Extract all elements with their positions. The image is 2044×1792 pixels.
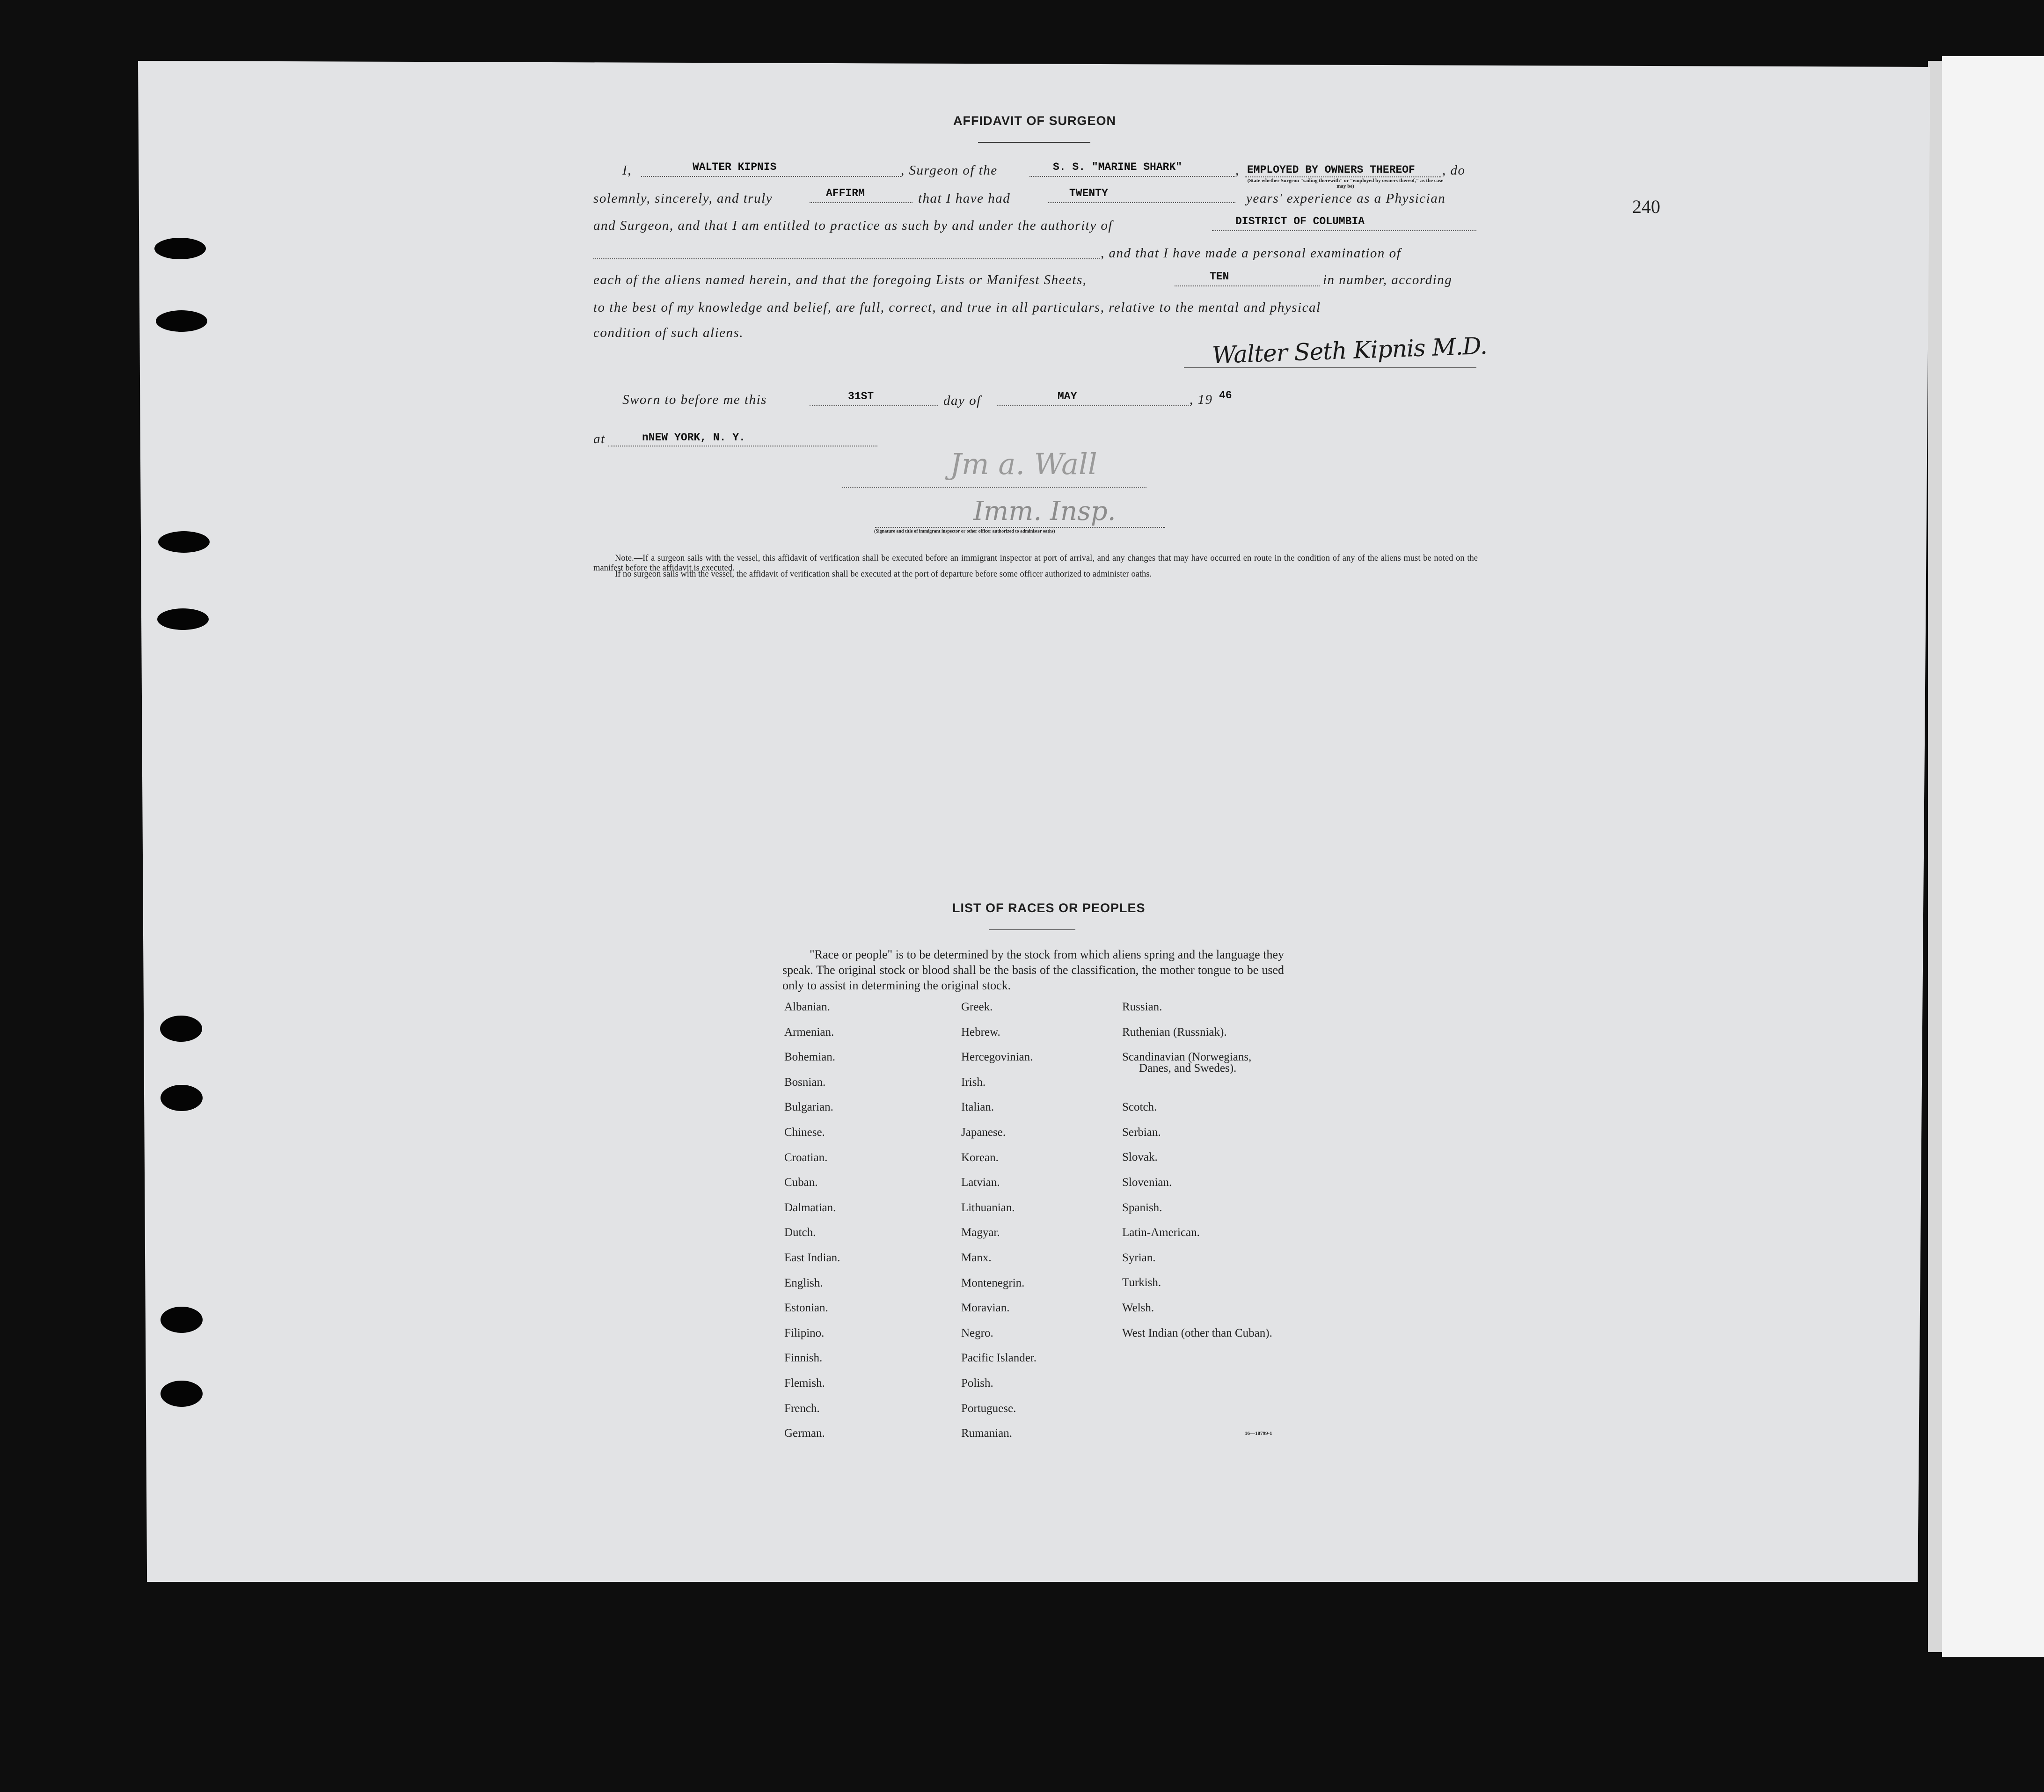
race-entry: Lithuanian. bbox=[961, 1201, 1015, 1214]
fill-line-employment bbox=[1245, 176, 1441, 177]
race-entry: Chinese. bbox=[784, 1126, 825, 1139]
signature-line bbox=[1184, 367, 1476, 368]
fill-line-years bbox=[1048, 202, 1235, 203]
race-entry: English. bbox=[784, 1276, 823, 1289]
inspector-signature: Jm a. Wall bbox=[950, 447, 1097, 481]
fill-line-sheets bbox=[1175, 285, 1320, 286]
race-entry: Cuban. bbox=[784, 1176, 818, 1189]
binder-hole bbox=[156, 310, 207, 332]
race-entry: Italian. bbox=[961, 1101, 994, 1114]
race-entry: Bulgarian. bbox=[784, 1101, 833, 1114]
surgeon-signature: Walter Seth Kipnis M.D. bbox=[1212, 332, 1488, 369]
race-entry: Magyar. bbox=[961, 1226, 1000, 1239]
text-comma: , bbox=[1235, 163, 1240, 178]
race-entry: Portuguese. bbox=[961, 1402, 1016, 1415]
binder-hole bbox=[160, 1016, 202, 1042]
race-entry: Syrian. bbox=[1122, 1251, 1156, 1264]
race-entry: Croatian. bbox=[784, 1151, 828, 1164]
race-entry: Dalmatian. bbox=[784, 1201, 836, 1214]
text-experience: years' experience as a Physician bbox=[1246, 191, 1446, 206]
surgeon-name: WALTER KIPNIS bbox=[693, 161, 777, 173]
fill-line-ship bbox=[1029, 176, 1235, 177]
text-at: at bbox=[593, 432, 606, 446]
binder-hole bbox=[157, 608, 209, 630]
binder-hole bbox=[158, 531, 210, 553]
text-condition: condition of such aliens. bbox=[593, 325, 744, 340]
race-entry: French. bbox=[784, 1402, 820, 1415]
form-code: 16—18799-1 bbox=[1245, 1431, 1272, 1436]
affirm-value: AFFIRM bbox=[826, 187, 865, 199]
binder-hole bbox=[154, 238, 206, 259]
race-entry: Serbian. bbox=[1122, 1126, 1161, 1139]
race-entry: Montenegrin. bbox=[961, 1276, 1025, 1289]
race-entry: Slovenian. bbox=[1122, 1176, 1172, 1189]
races-title-underline bbox=[989, 929, 1075, 930]
fill-line-authority bbox=[1212, 230, 1476, 231]
race-entry: Latin-American. bbox=[1122, 1226, 1200, 1239]
fill-line-month bbox=[997, 405, 1189, 406]
sworn-year: 46 bbox=[1219, 389, 1232, 402]
race-entry: Dutch. bbox=[784, 1226, 816, 1239]
text-authority: and Surgeon, and that I am entitled to practice as such by and under the authority of bbox=[593, 218, 1113, 233]
race-entry: Bohemian. bbox=[784, 1051, 836, 1064]
race-entry: Turkish. bbox=[1122, 1276, 1161, 1289]
race-entry: Welsh. bbox=[1122, 1301, 1154, 1314]
races-column-3 bbox=[1122, 1002, 1281, 1353]
race-entry: Armenian. bbox=[784, 1025, 834, 1039]
races-title: LIST OF RACES OR PEOPLES bbox=[952, 901, 1146, 915]
text-year-prefix: , 19 bbox=[1190, 392, 1213, 407]
race-entry: Filipino. bbox=[784, 1326, 825, 1339]
race-entry: Estonian. bbox=[784, 1302, 828, 1315]
text-manifest: each of the aliens named herein, and that the foregoing Lists or Manifest Sheets, bbox=[593, 272, 1087, 287]
inspector-signature-line bbox=[842, 487, 1146, 488]
title-underline bbox=[978, 142, 1090, 143]
race-entry: Ruthenian (Russniak). bbox=[1122, 1025, 1227, 1039]
race-entry: Flemish. bbox=[784, 1376, 825, 1390]
page-number: 240 bbox=[1632, 196, 1660, 217]
text-surgeon-of: , Surgeon of the bbox=[901, 163, 998, 178]
text-examination: , and that I have made a personal examination of bbox=[1101, 246, 1402, 261]
sworn-place: nNEW YORK, N. Y. bbox=[642, 432, 745, 444]
fill-line-blank bbox=[593, 258, 1100, 259]
inspector-caption: (Signature and title of immigrant inspector or other officer authorized to administer oaths) bbox=[874, 529, 1055, 534]
race-entry: Irish. bbox=[961, 1075, 986, 1089]
race-entry: Pacific Islander. bbox=[961, 1352, 1037, 1365]
authority-value: DISTRICT OF COLUMBIA bbox=[1235, 215, 1365, 227]
race-entry: Latvian. bbox=[961, 1176, 1000, 1189]
race-entry: West Indian (other than Cuban). bbox=[1122, 1326, 1272, 1339]
years-value: TWENTY bbox=[1069, 187, 1108, 199]
text-sworn: Sworn to before me this bbox=[622, 392, 767, 407]
race-entry: Polish. bbox=[961, 1376, 993, 1390]
race-entry: Manx. bbox=[961, 1251, 992, 1264]
inspector-title-line bbox=[875, 527, 1165, 528]
race-entry: Hercegovinian. bbox=[961, 1051, 1033, 1064]
binder-hole bbox=[161, 1381, 203, 1407]
film-edge bbox=[1942, 56, 2044, 1657]
race-entry: Slovak. bbox=[1122, 1151, 1158, 1164]
race-entry: Hebrew. bbox=[961, 1025, 1000, 1039]
race-entry: Finnish. bbox=[784, 1352, 823, 1365]
race-entry: Russian. bbox=[1122, 1001, 1162, 1013]
text-in-number: in number, according bbox=[1323, 272, 1453, 287]
inspector-title: Imm. Insp. bbox=[973, 496, 1116, 527]
text-knowledge: to the best of my knowledge and belief, are full, correct, and true in all particulars, relative to the mental and physical bbox=[593, 300, 1321, 315]
note-surgeon-sails: Note.—If a surgeon sails with the vessel, this affidavit of verification shall be executed before an immigrant inspector at port of arrival, and any changes that may have occurred en route in the condition of any of the aliens must be noted on the manifest before the affidavit is executed. bbox=[593, 554, 1478, 573]
fill-line-affirm bbox=[810, 202, 912, 203]
sworn-month: MAY bbox=[1058, 390, 1077, 402]
races-column-2 bbox=[961, 1002, 1116, 1453]
race-entry: Bosnian. bbox=[784, 1075, 826, 1089]
race-entry: Greek. bbox=[961, 1001, 993, 1013]
race-entry: Albanian. bbox=[784, 1001, 830, 1013]
race-entry: Japanese. bbox=[961, 1126, 1006, 1139]
race-entry: Moravian. bbox=[961, 1302, 1010, 1315]
race-entry: Rumanian. bbox=[961, 1427, 1013, 1440]
fill-line-day bbox=[810, 405, 938, 406]
employment-status: EMPLOYED BY OWNERS THEREOF bbox=[1247, 164, 1415, 176]
fill-line-name bbox=[641, 176, 901, 177]
race-entry: Negro. bbox=[961, 1326, 993, 1339]
binder-hole bbox=[161, 1085, 203, 1111]
text-do: , do bbox=[1442, 163, 1466, 178]
affidavit-title: AFFIDAVIT OF SURGEON bbox=[953, 114, 1116, 128]
race-entry: Scotch. bbox=[1122, 1101, 1157, 1114]
sworn-day: 31ST bbox=[848, 390, 874, 402]
sheets-value: TEN bbox=[1210, 271, 1229, 283]
ship-name: S. S. "MARINE SHARK" bbox=[1053, 161, 1183, 173]
races-intro: "Race or people" is to be determined by the stock from which aliens spring and the language they speak. The original stock or blood shall be the basis of the classification, the mother tongue to be used only to assist in determining the original stock. bbox=[782, 948, 1284, 992]
race-entry: Spanish. bbox=[1122, 1201, 1162, 1214]
text-have-had: that I have had bbox=[918, 191, 1011, 206]
race-entry: Scandinavian (Norwegians, Danes, and Swedes). bbox=[1122, 1051, 1252, 1075]
text-i: I, bbox=[622, 163, 632, 178]
race-entry: German. bbox=[784, 1427, 825, 1440]
race-entry: Korean. bbox=[961, 1151, 999, 1164]
text-solemnly: solemnly, sincerely, and truly bbox=[593, 191, 773, 206]
text-day-of: day of bbox=[943, 393, 981, 408]
note-no-surgeon: If no surgeon sails with the vessel, the affidavit of verification shall be executed at the port of departure before some officer authorized to administer oaths. bbox=[615, 570, 1152, 579]
race-entry: East Indian. bbox=[784, 1251, 840, 1264]
binder-hole bbox=[161, 1307, 203, 1333]
employment-note: (State whether Surgeon "sailing therewith" or "employed by owners thereof," as the case may be) bbox=[1247, 178, 1444, 189]
races-column-1 bbox=[784, 1002, 939, 1453]
